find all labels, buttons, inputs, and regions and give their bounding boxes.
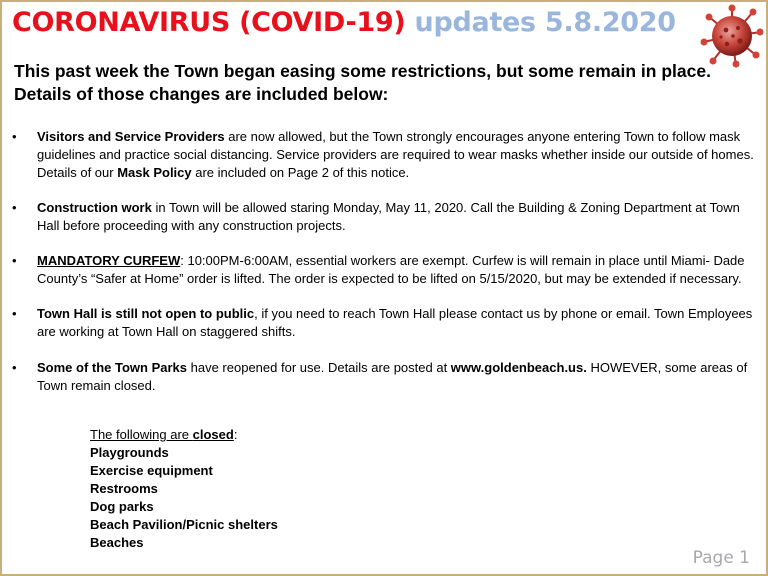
list-item-parks: • Some of the Town Parks have reopened for use. Details are posted at www.goldenbeach.us. HOWEVER, some areas of Town remain closed.: [2, 359, 762, 395]
coronavirus-icon: [700, 4, 764, 68]
title-update-date: updates 5.8.2020: [414, 7, 676, 38]
list-item-visitors: • Visitors and Service Providers are now allowed, but the Town strongly encourages anyone entering Town to follow mask guidelines and practice social distancing. Service providers are required to wear masks whether inside our outside of homes. Details of our Mask Policy are included on Page 2 of this notice.: [2, 128, 762, 182]
closed-item-playgrounds: Playgrounds: [90, 445, 169, 460]
list-item-curfew: • MANDATORY CURFEW: 10:00PM-6:00AM, essential workers are exempt. Curfew is will remain in place until Miami- Dade County’s “Safer at Home” order is lifted. The order is expected to be lifted on 5/15/2020, but may be extended if necessary.: [2, 252, 762, 288]
bullet-lead: Construction work: [37, 200, 152, 215]
updates-list: [2, 128, 762, 412]
page-title: [12, 6, 676, 40]
closed-facilities: [90, 426, 278, 552]
website-text: www.goldenbeach.us.: [450, 360, 587, 375]
bullet-lead: Town Hall is still not open to public: [37, 306, 255, 321]
closed-item-exercise-equipment: Exercise equipment: [90, 463, 213, 478]
intro-text: This past week the Town began easing some restrictions, but some remain in place. Details of those changes are included below:: [14, 61, 711, 104]
list-item-town-hall: • Town Hall is still not open to public, if you need to reach Town Hall please contact us by phone or email. Town Employees are working at Town Hall on staggered shifts.: [2, 305, 762, 341]
title-main: CORONAVIRUS (COVID-19): [12, 7, 406, 38]
closed-item-beaches: Beaches: [90, 535, 144, 550]
bullet-lead: Visitors and Service Providers: [37, 129, 225, 144]
bullet-lead: Some of the Town Parks: [37, 360, 188, 375]
list-item-construction: • Construction work in Town will be allowed staring Monday, May 11, 2020. Call the Building & Zoning Department at Town Hall before proceeding with any construction projects.: [2, 199, 762, 235]
mask-policy-text: Mask Policy: [117, 165, 192, 180]
closed-item-dog-parks: Dog parks: [90, 499, 154, 514]
closed-item-restrooms: Restrooms: [90, 481, 158, 496]
closed-heading: The following are closed:: [90, 427, 238, 442]
closed-item-beach-pavilion: Beach Pavilion/Picnic shelters: [90, 517, 278, 532]
bullet-lead: MANDATORY CURFEW: [37, 253, 181, 268]
page-number: Page 1: [692, 548, 750, 568]
